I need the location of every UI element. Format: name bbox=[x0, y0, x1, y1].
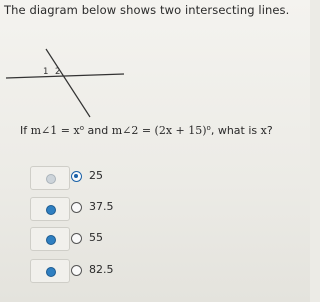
angle-label-2: 2 bbox=[55, 67, 61, 77]
bullet-icon bbox=[46, 174, 56, 184]
angle-1-expression: m∠1 = x bbox=[30, 124, 80, 137]
angle-2-expression: m∠2 = (2x + 15) bbox=[111, 124, 207, 137]
intersecting-lines-diagram bbox=[0, 40, 170, 120]
question-lead: If bbox=[20, 124, 31, 137]
bullet-icon bbox=[46, 205, 56, 215]
choice-1-label[interactable]: 25 bbox=[89, 169, 103, 182]
choice-1-marker[interactable] bbox=[30, 166, 70, 190]
question-text bbox=[20, 124, 273, 137]
choice-4-label[interactable]: 82.5 bbox=[89, 263, 114, 276]
choice-1-radio[interactable] bbox=[71, 171, 82, 182]
bullet-icon bbox=[46, 235, 56, 245]
choice-2-label[interactable]: 37.5 bbox=[89, 200, 114, 213]
question-variable: x bbox=[260, 124, 267, 137]
question-mid: and bbox=[83, 124, 112, 137]
choice-3-marker[interactable] bbox=[30, 227, 70, 251]
choice-3-radio[interactable] bbox=[71, 233, 82, 244]
choice-4-marker[interactable] bbox=[30, 259, 70, 283]
choice-3-label[interactable]: 55 bbox=[89, 231, 103, 244]
prompt-text: The diagram below shows two intersecting lines. bbox=[4, 3, 290, 17]
line-slanted bbox=[46, 49, 90, 117]
angle-label-1: 1 bbox=[43, 67, 49, 77]
degree-symbol-2: o bbox=[206, 124, 211, 132]
choice-4-radio[interactable] bbox=[71, 265, 82, 276]
question-end: ? bbox=[266, 124, 273, 137]
choice-2-radio[interactable] bbox=[71, 202, 82, 213]
bullet-icon bbox=[46, 267, 56, 277]
degree-symbol-1: o bbox=[79, 124, 84, 132]
choice-2-marker[interactable] bbox=[30, 197, 70, 221]
question-tail: , what is bbox=[210, 124, 261, 137]
